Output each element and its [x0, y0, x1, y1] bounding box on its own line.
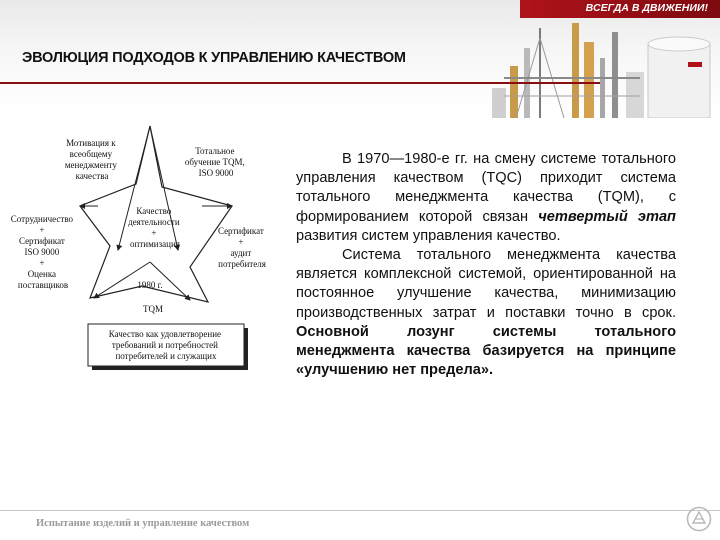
footer-text: Испытание изделий и управление качеством — [36, 518, 250, 529]
slogan-bar — [520, 0, 720, 18]
paragraph-2: Система тотального менеджмента качества является комплексной системой, ориентированной на постоянное улучшение качества, минимизацию производственных затрат и поставки точно в срок. Основной лозунг системы тотального менеджмента качества базируется на принципе «улучшению нет предела». — [296, 247, 676, 379]
footer-divider — [0, 510, 720, 511]
slogan: ВСЕГДА В ДВИЖЕНИИ! — [585, 2, 708, 14]
label-tqm: TQM — [143, 304, 163, 314]
industrial-plant-illustration — [480, 18, 720, 118]
label-consumer-audit: Сертификат + аудит потребителя — [217, 226, 266, 269]
label-motivation: Мотивация к всеобщему менеджменту качества — [64, 138, 117, 181]
header — [0, 0, 720, 118]
star-arm-left — [118, 126, 150, 250]
tqm-star-diagram — [10, 122, 280, 377]
page-title: ЭВОЛЮЦИЯ ПОДХОДОВ К УПРАВЛЕНИЮ КАЧЕСТВОМ — [22, 50, 406, 66]
emphasis-fourth-stage: четвертый этап — [538, 208, 676, 225]
header-divider — [0, 82, 600, 84]
logo-icon — [686, 506, 712, 532]
main-slogan: Основной лозунг системы тотального менеджмента качества базируется на принципе «улучшению нет предела». — [296, 323, 676, 379]
main-text — [296, 150, 676, 380]
paragraph-1: В 1970—1980-е гг. на смену системе тотального управления качеством (TQC) приходит система тотального менеджмента качества (TQM), с формированием которой связан четвертый этап развития систем управления качество. — [296, 151, 676, 244]
label-year: 1980 г. — [137, 280, 163, 290]
label-cooperation: Сотрудничество + Сертификат ISO 9000 + Оценка поставщиков — [10, 214, 74, 290]
label-training: Тотальное обучение TQM, ISO 9000 — [184, 146, 245, 178]
definition-text: Качество как удовлетворение требований и потребностей потребителей и служащих — [108, 329, 222, 361]
label-activity-quality: Качество деятельности + оптимизация — [128, 206, 180, 249]
